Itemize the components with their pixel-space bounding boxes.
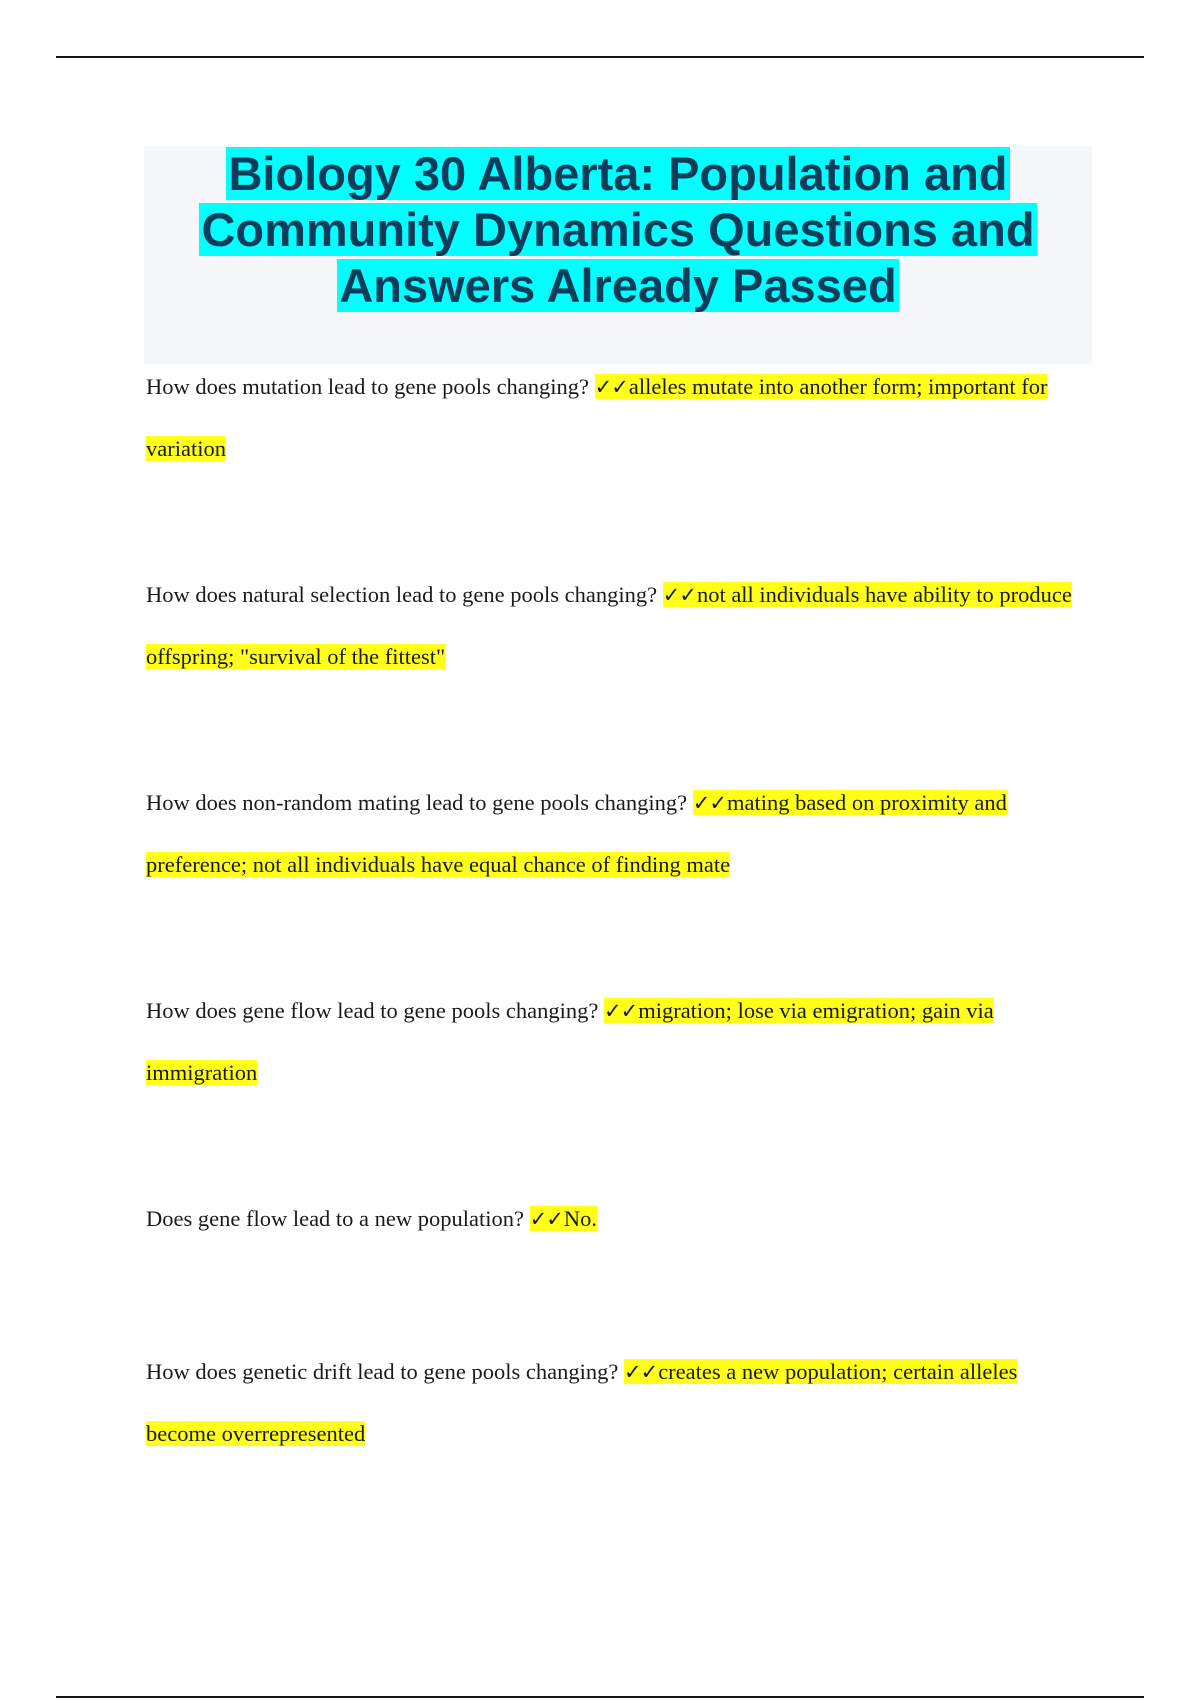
- qa-item: [146, 1188, 1086, 1250]
- question-text: How does gene flow lead to gene pools changing?: [146, 998, 599, 1023]
- qa-item: [146, 564, 1086, 687]
- double-check-icon: ✓✓: [529, 1207, 563, 1231]
- answer-text: creates a new population; certain alleles become overrepresented: [146, 1359, 1018, 1446]
- title-line-2: Community Dynamics Questions and: [201, 203, 1035, 256]
- header-rule: [56, 56, 1144, 58]
- qa-item: [146, 980, 1086, 1103]
- double-check-icon: ✓✓: [692, 791, 726, 815]
- question-text: How does genetic drift lead to gene pools changing?: [146, 1359, 619, 1384]
- question-text: How does non-random mating lead to gene pools changing?: [146, 790, 688, 815]
- question-text: Does gene flow lead to a new population?: [146, 1206, 525, 1231]
- answer-text: migration; lose via emigration; gain via immigration: [146, 998, 994, 1085]
- double-check-icon: ✓✓: [662, 583, 696, 607]
- title-banner: [144, 146, 1092, 364]
- double-check-icon: ✓✓: [623, 1360, 658, 1384]
- question-text: How does mutation lead to gene pools changing?: [146, 374, 590, 399]
- qa-item: [146, 356, 1086, 479]
- answer-text: mating based on proximity and preference; not all individuals have equal chance of finding mate: [146, 790, 1007, 877]
- answer-text: No.: [563, 1206, 597, 1231]
- answer-text: not all individuals have ability to produce offspring; "survival of the fittest": [146, 582, 1072, 669]
- answer-text: alleles mutate into another form; important for variation: [146, 374, 1048, 461]
- double-check-icon: ✓✓: [594, 375, 628, 399]
- qa-item: [146, 772, 1086, 895]
- question-text: How does natural selection lead to gene pools changing?: [146, 582, 658, 607]
- document-title: [144, 146, 1092, 314]
- qa-item: [146, 1341, 1086, 1464]
- footer-rule: [56, 1696, 1144, 1698]
- answer-highlight: [530, 1206, 597, 1231]
- title-line-3: Answers Already Passed: [339, 259, 897, 312]
- double-check-icon: ✓✓: [604, 999, 638, 1023]
- title-line-1: Biology 30 Alberta: Population and: [228, 147, 1008, 200]
